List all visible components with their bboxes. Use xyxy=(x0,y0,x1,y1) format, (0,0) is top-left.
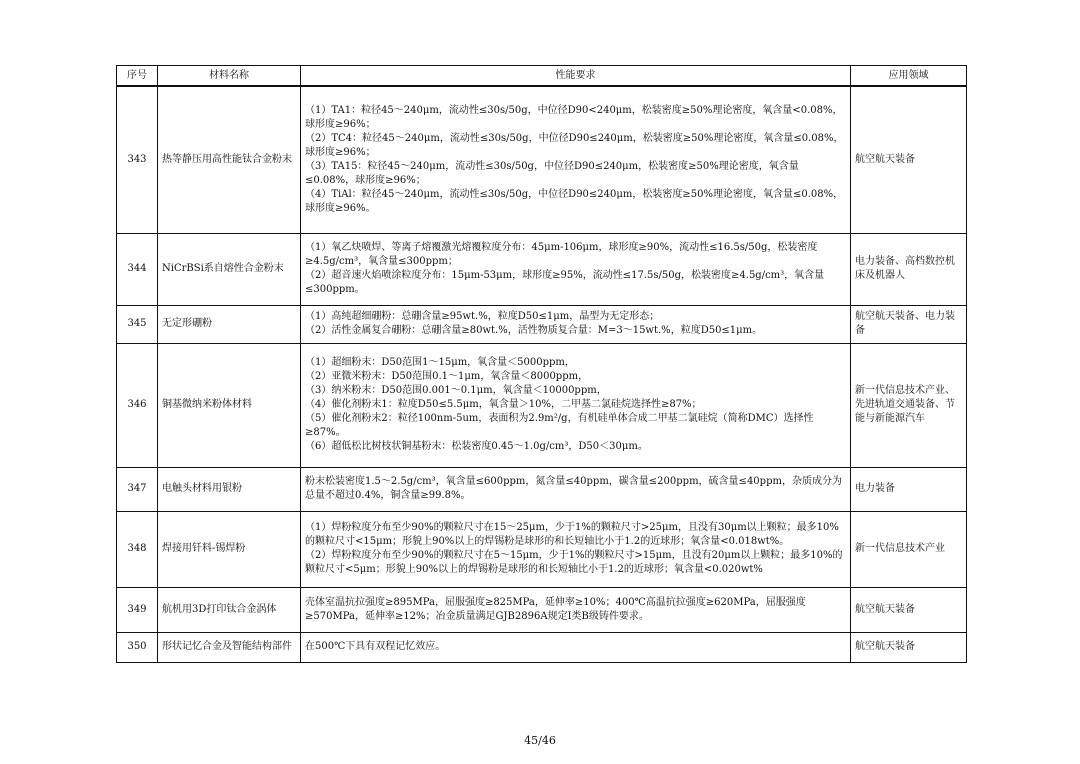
requirement-line: （2）超音速火焰喷涂粒度分布：15μm-53μm，球形度≥95%，流动性≤17.5s/50g，松装密度≥4.5g/cm³，氧含量≤300ppm。 xyxy=(305,270,825,295)
table-row xyxy=(117,86,967,233)
application-field: 电力装备 xyxy=(851,467,967,511)
performance-requirements xyxy=(301,343,851,467)
requirement-line: （2）焊粉粒度分布至少90%的颗粒尺寸在5～15μm，少于1%的颗粒尺寸>15μm，且没有20μm以上颗粒；最多10%的颗粒尺寸<5μm；形貌上90%以上的焊锡粉是球形的和长短轴比小于1.2的近球形；氧含量<0.020wt% xyxy=(305,550,843,575)
material-name: 焊接用钎料-锡焊粉 xyxy=(158,511,301,587)
requirement-line: （1）TA1：粒径45～240μm，流动性≤30s/50g，中位径D90<240μm，松装密度≥50%理论密度，氧含量<0.08%，球形度≥96%； xyxy=(305,104,843,130)
requirement-line: 在500℃下具有双程记忆效应。 xyxy=(305,641,446,652)
table-header-row xyxy=(117,66,967,87)
performance-requirements xyxy=(301,305,851,343)
table-body xyxy=(117,86,967,662)
material-name: 形状记忆合金及智能结构部件 xyxy=(158,632,301,662)
performance-requirements xyxy=(301,587,851,632)
table-row xyxy=(117,343,967,467)
table-row xyxy=(117,233,967,305)
page-number: 45/46 xyxy=(524,734,556,747)
row-number: 346 xyxy=(117,343,158,467)
header-perf: 性能要求 xyxy=(301,66,851,87)
table-row xyxy=(117,511,967,587)
application-field: 航空航天装备 xyxy=(851,587,967,632)
requirement-line: （1）高纯超细硼粉：总硼含量≥95wt.%，粒度D50≤1μm，晶型为无定形态； xyxy=(305,311,660,322)
requirement-line: （4）催化剂粉末1：粒度D50≤5.5μm，氧含量＞10%，二甲基二氯硅烷选择性≥87%； xyxy=(305,399,702,410)
application-field: 新一代信息技术产业 xyxy=(851,511,967,587)
requirement-line: （1）超细粉末：D50范围1～15μm，氧含量＜5000ppm， xyxy=(305,357,575,368)
requirement-line: （1）焊粉粒度分布至少90%的颗粒尺寸在15～25μm，少于1%的颗粒尺寸>25μm，且没有30μm以上颗粒；最多10%的颗粒尺寸<15μm；形貌上90%以上的焊锡粉是球形的和长短轴比小于1.2的近球形；氧含量<0.018wt%。 xyxy=(305,522,839,547)
requirement-line: 壳体室温抗拉强度≥895MPa，屈服强度≥825MPa，延伸率≥10%；400℃高温抗拉强度≥620MPa，屈服强度≥570MPa，延伸率≥12%；冶金质量满足GJB2896A规定Ⅰ类B级铸件要求。 xyxy=(305,596,806,622)
requirement-line: （2）活性金属复合硼粉：总硼含量≥80wt.%，活性物质复合量：M=3～15wt.%，粒度D50≤1μm。 xyxy=(305,325,763,336)
row-number: 344 xyxy=(117,233,158,305)
row-number: 347 xyxy=(117,467,158,511)
requirement-line: 粉末松装密度1.5～2.5g/cm³，氧含量≤600ppm，氮含量≤40ppm，碳含量≤200ppm，硫含量≤40ppm，杂质成分为总量不超过0.4%，铜含量≥99.8%。 xyxy=(305,476,842,501)
material-name: 电触头材料用银粉 xyxy=(158,467,301,511)
application-field: 航空航天装备、电力装备 xyxy=(851,305,967,343)
performance-requirements xyxy=(301,233,851,305)
material-name: 无定形硼粉 xyxy=(158,305,301,343)
material-name: 热等静压用高性能钛合金粉末 xyxy=(158,86,301,233)
performance-requirements xyxy=(301,467,851,511)
requirement-line: （6）超低松比树枝状铜基粉末：松装密度0.45～1.0g/cm³，D50＜30μm。 xyxy=(305,441,648,452)
requirement-line: （5）催化剂粉末2：粒径100nm-5um，表面积为2.9m²/g，有机硅单体合成二甲基二氯硅烷（简称DMC）选择性≥87%。 xyxy=(305,413,814,438)
header-no: 序号 xyxy=(117,66,158,87)
application-field: 新一代信息技术产业、先进轨道交通装备、节能与新能源汽车 xyxy=(851,343,967,467)
performance-requirements xyxy=(301,511,851,587)
material-name: 铜基微纳米粉体材料 xyxy=(158,343,301,467)
application-field: 航空航天装备 xyxy=(851,86,967,233)
performance-requirements xyxy=(301,86,851,233)
performance-requirements xyxy=(301,632,851,662)
table-row xyxy=(117,305,967,343)
row-number: 343 xyxy=(117,86,158,233)
row-number: 350 xyxy=(117,632,158,662)
materials-table xyxy=(116,65,967,663)
application-field: 电力装备、高档数控机床及机器人 xyxy=(851,233,967,305)
header-app: 应用领域 xyxy=(851,66,967,87)
material-name: 航机用3D打印钛合金涡体 xyxy=(158,587,301,632)
material-name: NiCrBSi系自熔性合金粉末 xyxy=(158,233,301,305)
row-number: 345 xyxy=(117,305,158,343)
requirement-line: （3）TA15：粒径45～240μm，流动性≤30s/50g，中位径D90≤240μm，松装密度≥50%理论密度，氧含量≤0.08%，球形度≥96%； xyxy=(305,160,799,186)
requirement-line: （4）TiAl：粒径45～240μm，流动性≤30s/50g，中位径D90≤240μm，松装密度≥50%理论密度，氧含量≤0.08%，球形度≥96%。 xyxy=(305,188,844,214)
table-row xyxy=(117,587,967,632)
table-row xyxy=(117,632,967,662)
requirement-line: （3）纳米粉末：D50范围0.001～0.1μm，氧含量＜10000ppm， xyxy=(305,385,607,396)
row-number: 348 xyxy=(117,511,158,587)
table-row xyxy=(117,467,967,511)
header-name: 材料名称 xyxy=(158,66,301,87)
requirement-line: （2）TC4：粒径45～240μm，流动性≤30s/50g，中位径D90≤240μm，松装密度≥50%理论密度，氧含量≤0.08%，球形度≥96%； xyxy=(305,132,844,158)
row-number: 349 xyxy=(117,587,158,632)
requirement-line: （1）氧乙炔喷焊、等离子熔覆激光熔覆粒度分布：45μm-106μm，球形度≥90%，流动性≤16.5s/50g，松装密度≥4.5g/cm³，氧含量≤300ppm； xyxy=(305,242,818,267)
application-field: 航空航天装备 xyxy=(851,632,967,662)
requirement-line: （2）亚微米粉末：D50范围0.1～1μm，氧含量＜8000ppm， xyxy=(305,371,589,382)
